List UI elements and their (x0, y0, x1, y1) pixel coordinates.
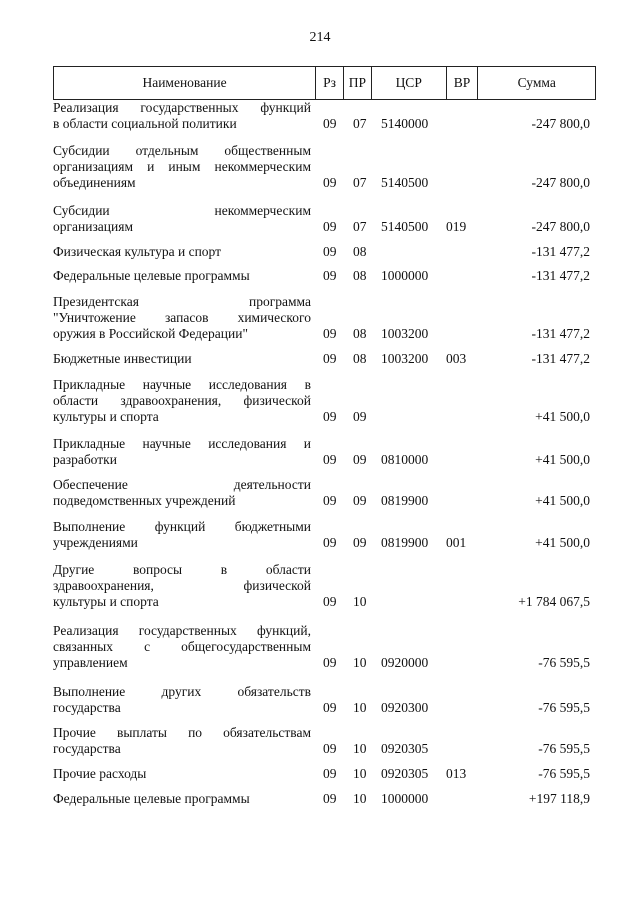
row-rz: 09 (323, 535, 337, 550)
row-csr: 0920305 (381, 766, 429, 781)
table-row (53, 268, 596, 284)
row-pr: 08 (353, 268, 367, 283)
row-name-line: культуры и спорта (53, 594, 159, 609)
column-header-rz: Рз (316, 67, 344, 99)
row-sum: +197 118,9 (528, 791, 590, 806)
row-name-line: Прочие расходы (53, 766, 147, 781)
row-csr: 1003200 (381, 351, 429, 366)
row-sum: -131 477,2 (531, 268, 590, 283)
column-header-pr: ПР (344, 67, 372, 99)
row-rz: 09 (323, 791, 337, 806)
row-name-line: учреждениями (53, 535, 138, 550)
row-pr: 08 (353, 244, 367, 259)
table-row (53, 684, 596, 716)
row-sum: +41 500,0 (535, 409, 590, 424)
row-vr: 001 (446, 535, 467, 550)
row-pr: 10 (353, 766, 367, 781)
row-sum: +41 500,0 (535, 452, 590, 467)
row-name (53, 436, 311, 468)
row-name (53, 766, 311, 782)
row-pr: 10 (353, 655, 367, 670)
row-pr: 09 (353, 409, 367, 424)
row-sum: -131 477,2 (531, 326, 590, 341)
row-name-line: Выполнение функций бюджетными (53, 519, 311, 534)
row-rz: 09 (323, 244, 337, 259)
table-row (53, 436, 596, 468)
row-rz: 09 (323, 326, 337, 341)
row-sum: -247 800,0 (531, 219, 590, 234)
row-name-line: культуры и спорта (53, 409, 159, 424)
row-name-line: организациям (53, 219, 134, 234)
row-name-line: организациям и иным некоммерческим (53, 159, 311, 174)
row-name-line: подведомственных учреждений (53, 493, 236, 508)
table-row (53, 562, 596, 610)
row-name-line: Прикладные научные исследования в (53, 377, 311, 392)
row-rz: 09 (323, 219, 337, 234)
row-sum: -131 477,2 (531, 244, 590, 259)
row-vr: 019 (446, 219, 467, 234)
row-name-line: Реализация государственных функций (53, 100, 311, 115)
row-name-line: "Уничтожение запасов химического (53, 310, 311, 325)
row-sum: -76 595,5 (538, 700, 590, 715)
table-row (53, 791, 596, 807)
row-vr: 013 (446, 766, 467, 781)
row-name-line: Субсидии отдельным общественным (53, 143, 311, 158)
row-name-line: Выполнение других обязательств (53, 684, 311, 699)
row-csr: 5140500 (381, 219, 429, 234)
row-sum: -76 595,5 (538, 766, 590, 781)
row-name-line: управлением (53, 655, 128, 670)
row-rz: 09 (323, 268, 337, 283)
row-name (53, 562, 311, 610)
row-csr: 0810000 (381, 452, 429, 467)
column-header-name: Наименование (54, 67, 316, 99)
row-name-line: Другие вопросы в области (53, 562, 311, 577)
row-sum: +41 500,0 (535, 535, 590, 550)
table-row (53, 725, 596, 757)
row-name-line: связанных с общегосударственным (53, 639, 311, 654)
row-pr: 10 (353, 741, 367, 756)
row-csr: 5140500 (381, 175, 429, 190)
table-row (53, 143, 596, 191)
row-name (53, 100, 311, 132)
row-name (53, 351, 311, 367)
row-csr: 0920305 (381, 741, 429, 756)
row-pr: 09 (353, 493, 367, 508)
row-rz: 09 (323, 493, 337, 508)
row-pr: 07 (353, 219, 367, 234)
row-name (53, 623, 311, 671)
page-number: 214 (309, 30, 331, 45)
table-row (53, 519, 596, 551)
row-rz: 09 (323, 116, 337, 131)
row-rz: 09 (323, 700, 337, 715)
row-name (53, 268, 311, 284)
row-name (53, 294, 311, 342)
table-row (53, 244, 596, 260)
row-name (53, 519, 311, 551)
column-header-csr: ЦСР (372, 67, 447, 99)
row-name-line: государства (53, 741, 121, 756)
row-csr: 0819900 (381, 535, 429, 550)
row-name (53, 377, 311, 425)
row-name-line: Федеральные целевые программы (53, 791, 250, 806)
row-pr: 07 (353, 175, 367, 190)
row-name (53, 791, 311, 807)
row-name-line: здравоохранения, физической (53, 578, 311, 593)
column-header-vr: ВР (447, 67, 479, 99)
row-name-line: Реализация государственных функций, (53, 623, 311, 638)
row-rz: 09 (323, 351, 337, 366)
table-row (53, 100, 596, 132)
row-rz: 09 (323, 452, 337, 467)
row-sum: -247 800,0 (531, 175, 590, 190)
row-name-line: Обеспечение деятельности (53, 477, 311, 492)
row-sum: -76 595,5 (538, 741, 590, 756)
row-name-line: Федеральные целевые программы (53, 268, 250, 283)
row-name-line: Президентская программа (53, 294, 311, 309)
table-row (53, 351, 596, 367)
row-pr: 09 (353, 452, 367, 467)
row-pr: 09 (353, 535, 367, 550)
row-name (53, 725, 311, 757)
table-row (53, 203, 596, 235)
row-name (53, 477, 311, 509)
table-row (53, 377, 596, 425)
row-sum: -247 800,0 (531, 116, 590, 131)
row-csr: 0920000 (381, 655, 429, 670)
row-csr: 1000000 (381, 268, 429, 283)
row-name-line: в области социальной политики (53, 116, 237, 131)
column-header-sum: Сумма (517, 75, 556, 90)
row-rz: 09 (323, 594, 337, 609)
row-rz: 09 (323, 655, 337, 670)
row-name-line: оружия в Российской Федерации" (53, 326, 248, 341)
row-name (53, 143, 311, 191)
row-name-line: Бюджетные инвестиции (53, 351, 192, 366)
row-csr: 0819900 (381, 493, 429, 508)
row-name-line: Субсидии некоммерческим (53, 203, 311, 218)
row-pr: 08 (353, 351, 367, 366)
row-pr: 10 (353, 594, 367, 609)
row-csr: 5140000 (381, 116, 429, 131)
row-csr: 1000000 (381, 791, 429, 806)
row-csr: 0920300 (381, 700, 429, 715)
row-name-line: Физическая культура и спорт (53, 244, 222, 259)
row-name-line: разработки (53, 452, 117, 467)
row-rz: 09 (323, 409, 337, 424)
row-name (53, 203, 311, 235)
row-sum: -76 595,5 (538, 655, 590, 670)
row-csr: 1003200 (381, 326, 429, 341)
row-name-line: Прикладные научные исследования и (53, 436, 311, 451)
row-pr: 07 (353, 116, 367, 131)
table-row (53, 766, 596, 782)
row-sum: +41 500,0 (535, 493, 590, 508)
table-row (53, 623, 596, 671)
row-pr: 10 (353, 791, 367, 806)
table-header (53, 66, 596, 100)
row-name-line: Прочие выплаты по обязательствам (53, 725, 311, 740)
row-sum: -131 477,2 (531, 351, 590, 366)
row-name-line: государства (53, 700, 121, 715)
row-pr: 08 (353, 326, 367, 341)
row-sum: +1 784 067,5 (518, 594, 590, 609)
row-pr: 10 (353, 700, 367, 715)
row-rz: 09 (323, 741, 337, 756)
table-row (53, 477, 596, 509)
row-vr: 003 (446, 351, 467, 366)
row-rz: 09 (323, 766, 337, 781)
row-rz: 09 (323, 175, 337, 190)
table-row (53, 294, 596, 342)
row-name (53, 684, 311, 716)
row-name-line: области здравоохранения, физической (53, 393, 311, 408)
row-name (53, 244, 311, 260)
row-name-line: объединениям (53, 175, 136, 190)
